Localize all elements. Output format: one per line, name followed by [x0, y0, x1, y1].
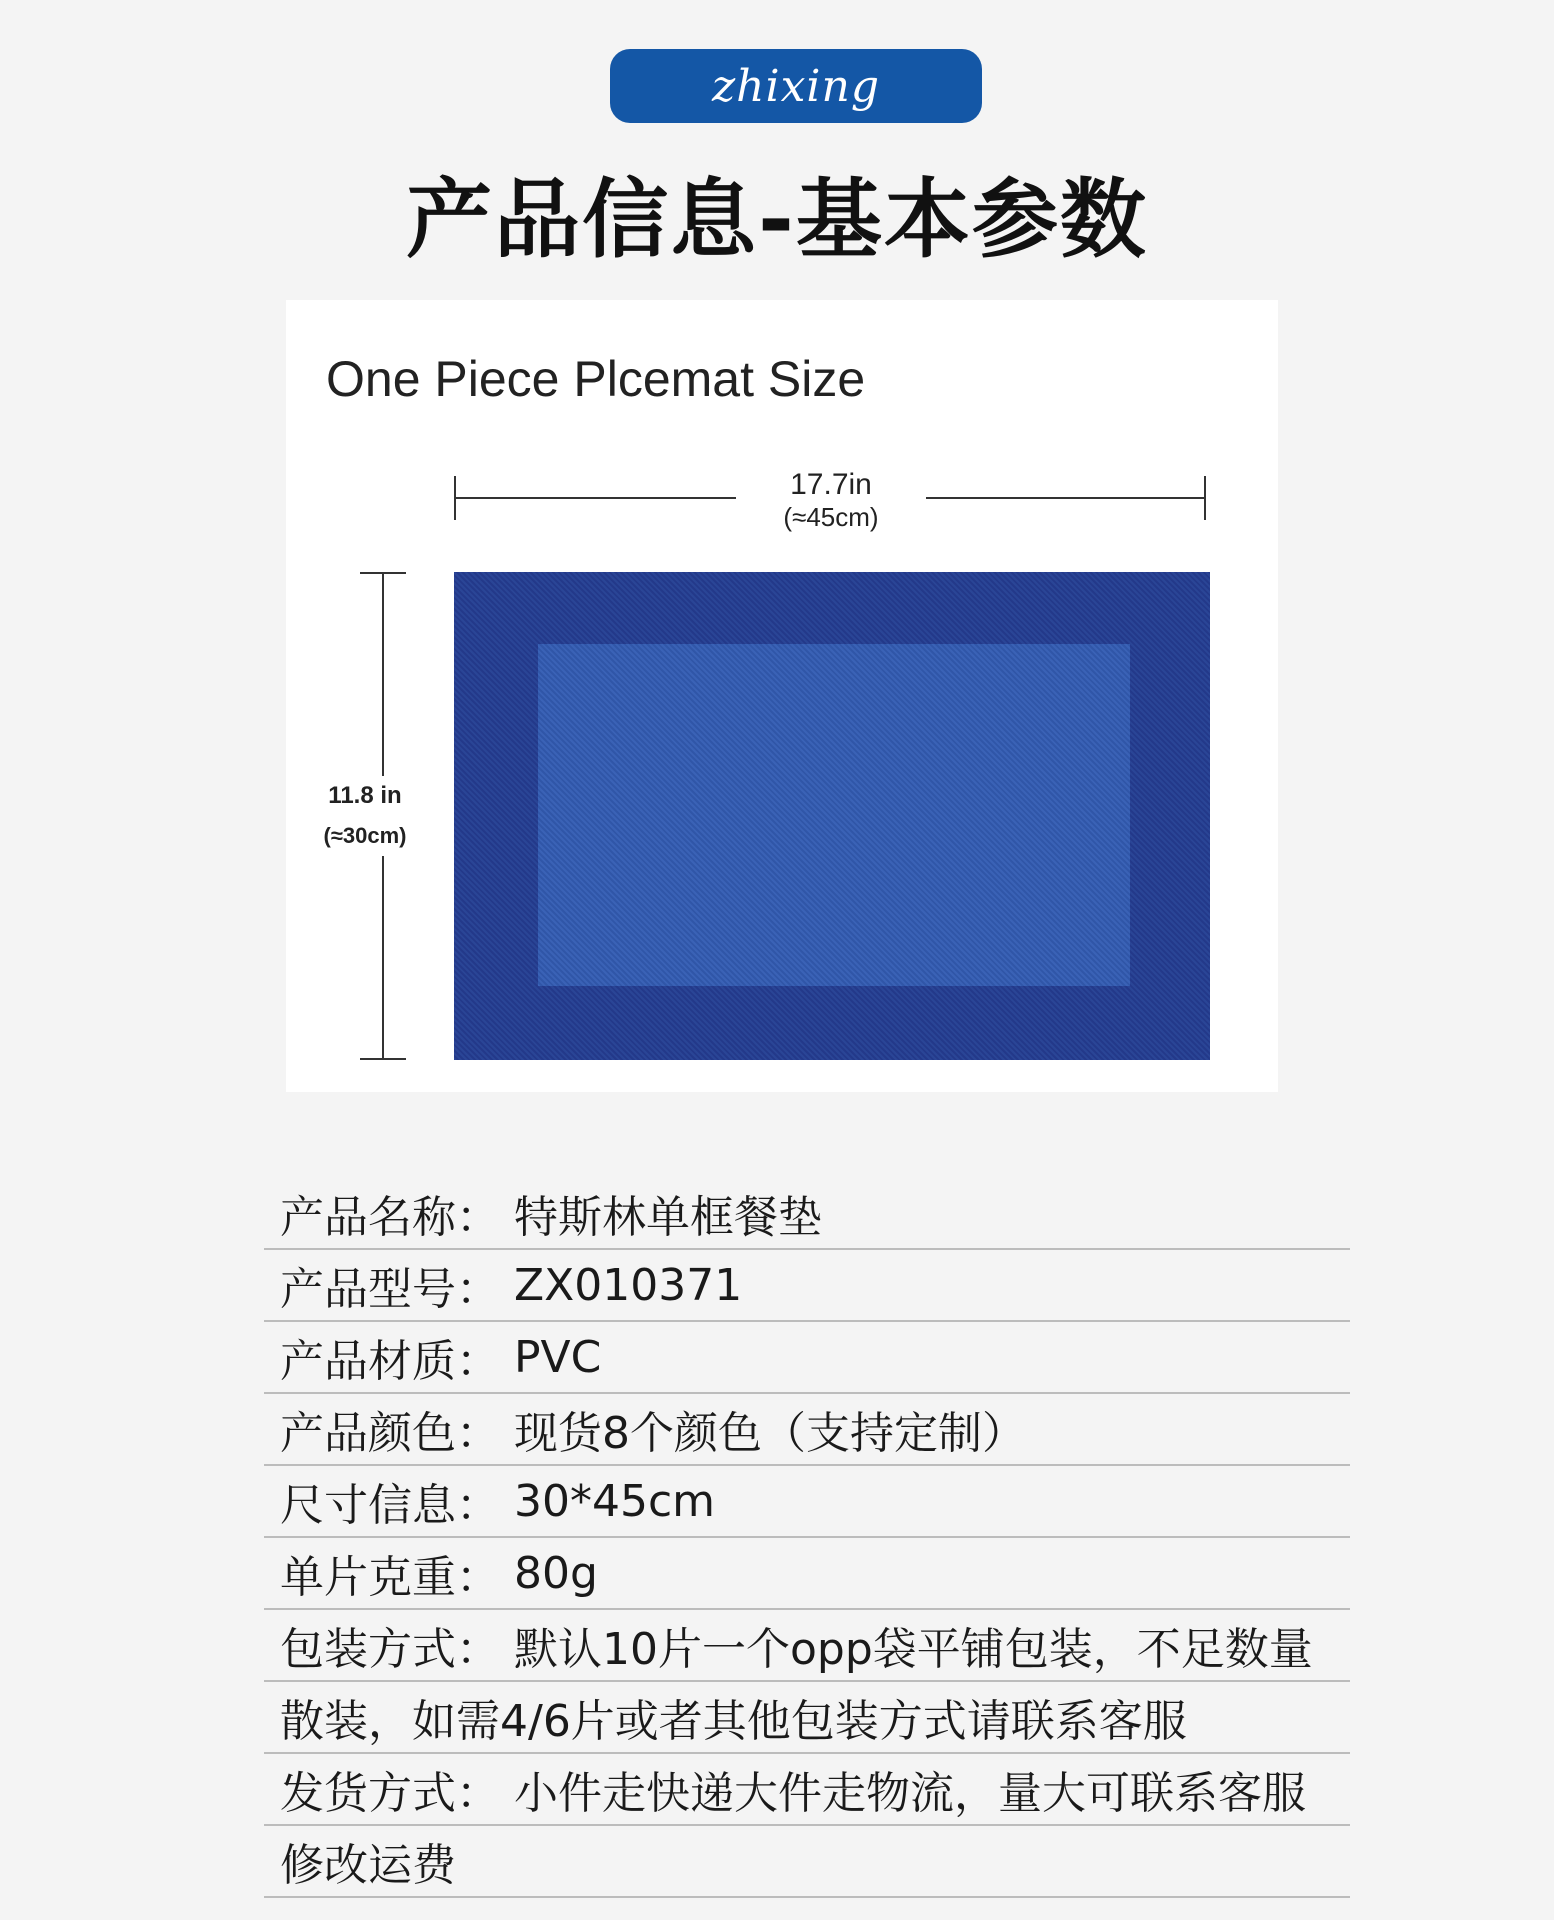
- spec-value: 80g: [514, 1547, 598, 1599]
- spec-label: 尺寸信息：: [280, 1480, 500, 1531]
- spec-value: 小件走快递大件走物流，量大可联系客服: [514, 1768, 1306, 1819]
- placemat-center-panel: [538, 644, 1130, 986]
- brand-logo: [610, 49, 982, 123]
- spec-label: 产品名称：: [280, 1192, 500, 1243]
- spec-row: [264, 1250, 1350, 1322]
- height-inches: 11.8 in: [328, 782, 402, 809]
- spec-row: [264, 1538, 1350, 1610]
- spec-row: [264, 1610, 1350, 1682]
- spec-label: 发货方式：: [280, 1768, 500, 1819]
- placemat-image: [454, 572, 1210, 1060]
- brand-name: zhixing: [712, 60, 880, 112]
- page-title: 产品信息-基本参数: [406, 170, 1148, 270]
- height-dimension-cap-top: [360, 572, 406, 574]
- spec-label: 产品颜色：: [280, 1408, 500, 1459]
- spec-list: [264, 1178, 1350, 1898]
- spec-row: [264, 1466, 1350, 1538]
- spec-row-continuation: [264, 1682, 1350, 1754]
- height-label: [310, 776, 420, 856]
- height-cm: (≈30cm): [323, 823, 407, 848]
- spec-label: 单片克重：: [280, 1552, 500, 1603]
- spec-row: [264, 1394, 1350, 1466]
- spec-label: 产品型号：: [280, 1264, 500, 1315]
- width-label: [736, 468, 926, 532]
- size-diagram-card: [286, 300, 1278, 1092]
- spec-value: 修改运费: [280, 1840, 456, 1891]
- spec-label: 产品材质：: [280, 1336, 500, 1387]
- spec-row: [264, 1754, 1350, 1826]
- spec-value: 默认10片一个opp袋平铺包装，不足数量: [514, 1624, 1313, 1675]
- width-inches: 17.7in: [790, 468, 872, 501]
- width-cm: (≈45cm): [783, 502, 879, 532]
- spec-value: 特斯林单框餐垫: [514, 1192, 822, 1243]
- width-dimension-cap-right: [1204, 476, 1206, 520]
- spec-value: 散装，如需4/6片或者其他包装方式请联系客服: [280, 1696, 1187, 1747]
- spec-value: 现货8个颜色（支持定制）: [514, 1408, 1026, 1459]
- spec-value: PVC: [514, 1331, 602, 1383]
- spec-value: 30*45cm: [514, 1475, 716, 1527]
- width-dimension-cap-left: [454, 476, 456, 520]
- spec-value: ZX010371: [514, 1259, 743, 1311]
- height-dimension-cap-bottom: [360, 1058, 406, 1060]
- spec-row: [264, 1178, 1350, 1250]
- size-card-title: One Piece Plcemat Size: [326, 351, 866, 407]
- spec-row: [264, 1322, 1350, 1394]
- spec-row-continuation: [264, 1826, 1350, 1898]
- spec-label: 包装方式：: [280, 1624, 500, 1675]
